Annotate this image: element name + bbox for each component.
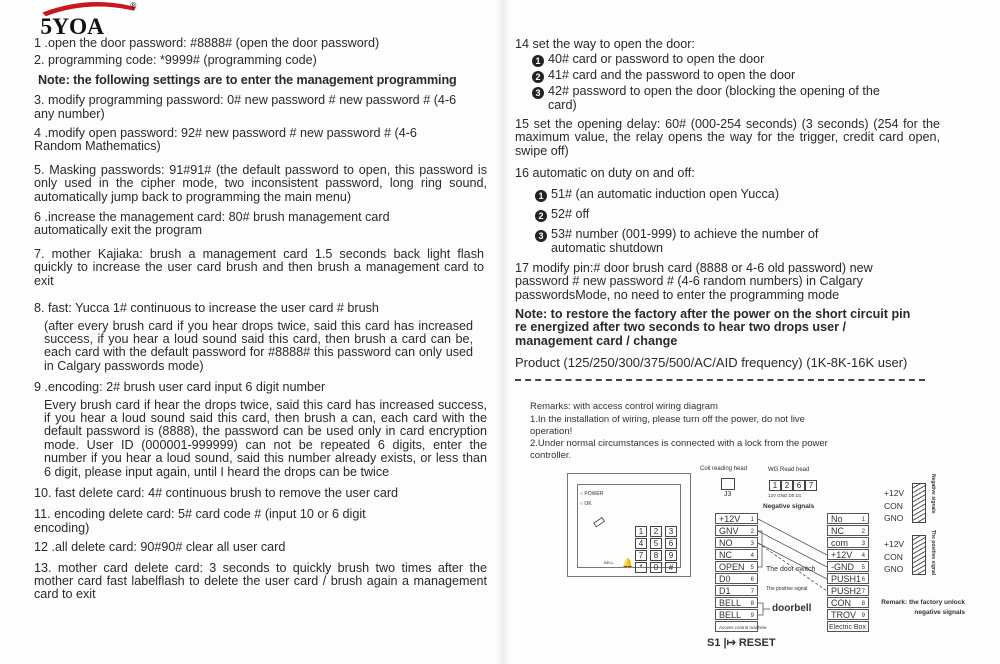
item-1: 1 .open the door password: #8888# (open the door password) bbox=[34, 36, 380, 50]
controller-terminal: OPEN 5 bbox=[715, 561, 758, 572]
wg-pin: 2 bbox=[781, 480, 793, 491]
key: 3 bbox=[665, 526, 677, 537]
key: 0 bbox=[650, 562, 662, 573]
negative-jumper bbox=[912, 483, 926, 523]
item-9: 9 .encoding: 2# brush user card input 6 digit number bbox=[34, 380, 326, 395]
positive-connector-labels: +12V CON GNO bbox=[884, 539, 905, 574]
controller-terminal: BELL 8 bbox=[715, 597, 758, 608]
key: 8 bbox=[650, 550, 662, 561]
electric-box-terminal: com 3 bbox=[827, 537, 869, 548]
item-12: 12 .all delete card: 90#90# clear all user card bbox=[34, 540, 286, 555]
electric-box-terminal: No 1 bbox=[827, 513, 869, 524]
wg-pin-labels: 12V GND D0 D1 bbox=[768, 493, 802, 498]
key: 1 bbox=[635, 526, 647, 537]
item-17: 17 modify pin:# door brush card (8888 or 4-6 old password) new password # new password # (4-6 random numbers) in Calgary passwordsMode, no need to enter the programming mode bbox=[515, 260, 873, 302]
card-icon: ▭ bbox=[588, 510, 609, 532]
item-6: 6 .increase the management card: 80# brush management card automatically exit the program bbox=[34, 210, 390, 238]
item-5: 5. Masking passwords: 91#91# (the default password to open, this password is only used in the cipher mode, two inconsistent password, long ring sound, automatically jump back to programming the main menu) bbox=[34, 162, 487, 204]
item-2: 2. programming code: *9999# (programming code) bbox=[34, 53, 317, 68]
electric-box-terminal: -GND 5 bbox=[827, 561, 869, 572]
factory-remark: Remark: the factory unlock negative signals bbox=[881, 599, 965, 616]
key: 2 bbox=[650, 526, 662, 537]
key: 6 bbox=[665, 538, 677, 549]
electric-box-caption: Electric Box bbox=[827, 621, 869, 632]
wg-pin: 7 bbox=[805, 480, 817, 491]
bullet-1-icon: 1 bbox=[535, 190, 547, 202]
controller-terminal: NO 3 bbox=[715, 537, 758, 548]
svg-text:®: ® bbox=[130, 1, 137, 11]
item-13: 13. mother card delete card: 3 seconds to quickly brush two times after the mother card fast labelflash to delete the user card / brush again a management card to exit bbox=[34, 560, 487, 602]
bell-label: BELL bbox=[604, 560, 614, 565]
ok-led: ○ OK bbox=[580, 501, 592, 507]
power-led: ○ POWER bbox=[580, 491, 604, 497]
electric-box-terminal: CON 8 bbox=[827, 597, 869, 608]
item-16a-text: 51# (an automatic induction open Yucca) bbox=[551, 187, 780, 202]
note-management: Note: the following settings are to enter the management programming bbox=[38, 72, 457, 87]
item-16b-text: 52# off bbox=[551, 207, 590, 222]
item-8-detail: (after every brush card if you hear drops twice, said this card has increased success, if you hear a loud sound said this card, then brush a card can be, each card with the default password for #8888# this password can only used in Calgary passwords mode) bbox=[44, 318, 473, 373]
door-switch-label: The door switch bbox=[766, 566, 816, 573]
key: # bbox=[665, 562, 677, 573]
doorbell-label: doorbell bbox=[772, 603, 812, 614]
j3-label: J3 bbox=[724, 491, 732, 498]
item-14c-text: 42# password to open the door (blocking the opening of the card) bbox=[548, 84, 880, 113]
item-16c-text: 53# number (001-999) to achieve the number of automatic shutdown bbox=[551, 227, 819, 256]
coil-label: Coil reading head bbox=[700, 466, 748, 472]
item-8: 8. fast: Yucca 1# continuous to increase the user card # brush bbox=[34, 301, 379, 316]
controller-terminal: GNV 2 bbox=[715, 525, 758, 536]
electric-box-terminal: TROV 9 bbox=[827, 609, 869, 620]
item-7: 7. mother Kajiaka: brush a management card 1.5 seconds back light flash quickly to increase the user card brush and then brush a management card to exit bbox=[34, 246, 484, 288]
key: * bbox=[635, 562, 647, 573]
negative-side-label: Negative signals bbox=[930, 474, 936, 514]
wg-pin: 6 bbox=[793, 480, 805, 491]
bullet-1-icon: 1 bbox=[532, 55, 544, 67]
bell-icon: 🔔 bbox=[622, 558, 634, 568]
bullet-2-icon: 2 bbox=[532, 71, 544, 83]
bullet-2-icon: 2 bbox=[535, 210, 547, 222]
note-factory-reset: Note: to restore the factory after the power on the short circuit pin re energized after two seconds to hear two drops user / management card / change bbox=[515, 307, 911, 348]
key: 9 bbox=[665, 550, 677, 561]
remark-2: 2.Under normal circumstances is connected with a lock from the power controller. bbox=[530, 438, 828, 461]
electric-box-terminal: NC 2 bbox=[827, 525, 869, 536]
item-14: 14 set the way to open the door: bbox=[515, 37, 695, 51]
negative-connector-labels: +12V CON GNO bbox=[884, 488, 905, 523]
controller-terminal: D0 6 bbox=[715, 573, 758, 584]
bullet-3-icon: 3 bbox=[535, 230, 547, 242]
svg-text:5YOA: 5YOA bbox=[40, 14, 105, 41]
positive-signal-label: The positive signal bbox=[766, 586, 808, 592]
electric-box-terminal: PUSH1 6 bbox=[827, 573, 869, 584]
wg-pin: 1 bbox=[769, 480, 781, 491]
controller-terminal: +12V 1 bbox=[715, 513, 758, 524]
negative-signals-label: Negative signals bbox=[763, 503, 815, 510]
item-14b-text: 41# card and the password to open the door bbox=[548, 68, 796, 83]
reset-label: S1 |↦ RESET bbox=[707, 637, 776, 649]
controller-terminal: NC 4 bbox=[715, 549, 758, 560]
item-16: 16 automatic on duty on and off: bbox=[515, 166, 695, 181]
item-3: 3. modify programming password: 0# new password # new password # (4-6 any number) bbox=[34, 93, 457, 121]
remark-1: 1.In the installation of wiring, please turn off the power, do not live operation! bbox=[530, 414, 805, 437]
item-11: 11. encoding delete card: 5# card code # (input 10 or 6 digit encoding) bbox=[34, 507, 366, 535]
item-4: 4 .modify open password: 92# new password # new password # (4-6 Random Mathematics) bbox=[34, 126, 417, 154]
electric-box-terminal: +12V 4 bbox=[827, 549, 869, 560]
remarks-title: Remarks: with access control wiring diagram bbox=[530, 401, 718, 412]
key: 7 bbox=[635, 550, 647, 561]
item-14a-text: 40# card or password to open the door bbox=[548, 52, 765, 67]
positive-side-label: The positive signal bbox=[930, 530, 936, 576]
bullet-3-icon: 3 bbox=[532, 87, 544, 99]
item-15: 15 set the opening delay: 60# (000-254 seconds) (3 seconds) (254 for the maximum value, the relay opens the way for the trigger, credit card open, swipe off) bbox=[515, 116, 940, 158]
item-10: 10. fast delete card: 4# continuous brush to remove the user card bbox=[34, 485, 399, 500]
key: 5 bbox=[650, 538, 662, 549]
electric-box-terminal: PUSH2 7 bbox=[827, 585, 869, 596]
key: 4 bbox=[635, 538, 647, 549]
controller-terminal: D1 7 bbox=[715, 585, 758, 596]
product-info: Product (125/250/300/375/500/AC/AID frequency) (1K-8K-16K user) bbox=[515, 355, 908, 371]
positive-jumper bbox=[912, 535, 926, 575]
wg-label: WG Read head bbox=[768, 467, 810, 473]
item-9-detail: Every brush card if hear the drops twice, said this card has increased success, if you hear a loud sound said this card, then brush a can, each card with the default password is (8888), the password can be used only in card encryption mode. User ID (000001-999999) can not be repeated 6 digits, enter the number if you hear a loud sound, said this number already exists, or less than 6 digit, please input again, until I heard the drops can be twice bbox=[44, 397, 487, 479]
controller-terminal: BELL 9 bbox=[715, 609, 758, 620]
access-control-caption: Access control machine bbox=[715, 621, 758, 632]
